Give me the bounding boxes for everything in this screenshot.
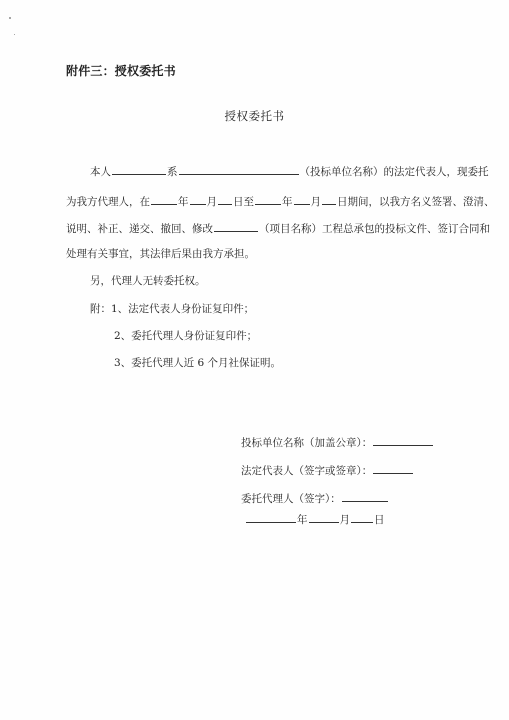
blank-start-month: [190, 193, 206, 205]
signature-legal-rep: [241, 462, 414, 478]
blank-name: [112, 163, 166, 175]
text-month: 月: [310, 196, 321, 208]
attachment-item-3: [114, 356, 281, 370]
blank-end-day: [322, 193, 336, 205]
body-line-5: [90, 274, 206, 288]
attachment-item-2-text: 2、委托代理人身份证复印件；: [114, 330, 258, 342]
document-title: 授权委托书: [224, 109, 285, 123]
text-period-clause: 日期间，以我方名义签署、澄清、: [337, 196, 495, 208]
blank-sign-year: [246, 511, 296, 523]
blank-position: [179, 163, 299, 175]
attachment-item-3-text: 3、委托代理人近 6 个月社保证明。: [114, 357, 282, 369]
blank-legal-rep-sign: [373, 462, 413, 474]
blank-end-month: [294, 193, 310, 205]
text-day-to: 日至: [233, 196, 254, 208]
blank-start-day: [218, 193, 232, 205]
text-project-clause: （项目名称）工程总承包的投标文件、签订合同和: [259, 223, 490, 235]
scan-speck: [9, 17, 11, 19]
text-rep-clause: （投标单位名称）的法定代表人，现委托: [299, 166, 489, 178]
text-legal-consequence: 处理有关事宜，其法律后果由我方承担。: [66, 248, 255, 260]
blank-sign-day: [351, 511, 373, 523]
body-line-4: [66, 247, 255, 261]
blank-sign-month: [309, 511, 339, 523]
text-day: 日: [374, 514, 385, 526]
text-xi: 系: [167, 166, 178, 178]
signature-agent-label: 委托代理人（签字）：: [241, 493, 341, 505]
blank-agent-sign: [342, 490, 388, 502]
signature-legal-rep-label: 法定代表人（签字或签章）：: [241, 465, 373, 477]
body-line-1: [90, 163, 489, 179]
blank-project-name: [214, 220, 258, 232]
text-no-subdelegation: 另，代理人无转委托权。: [90, 275, 206, 287]
body-line-2: [66, 193, 495, 209]
signature-bidder-label: 投标单位名称（加盖公章）：: [241, 437, 373, 449]
blank-bidder-seal: [373, 434, 433, 446]
blank-start-year: [151, 193, 177, 205]
attachment-item-2: [114, 329, 257, 343]
text-appoint: 为我方代理人，在: [66, 196, 150, 208]
attachment-item-1: [90, 302, 254, 316]
text-year: 年: [282, 196, 293, 208]
text-year: 年: [178, 196, 189, 208]
text-month: 月: [206, 196, 217, 208]
signature-date: [245, 511, 385, 527]
body-line-3: [66, 220, 490, 236]
text-month: 月: [339, 514, 350, 526]
scan-speck: [14, 34, 15, 35]
blank-end-year: [255, 193, 281, 205]
attachment-heading: 附件三：授权委托书: [66, 64, 176, 78]
signature-bidder: [241, 434, 434, 450]
text-actions: 说明、补正、递交、撤回、修改: [66, 223, 213, 235]
text-year: 年: [297, 514, 308, 526]
signature-agent: [241, 490, 389, 506]
attachment-item-1-text: 附：1、法定代表人身份证复印件；: [90, 303, 255, 315]
text-principal: 本人: [90, 166, 111, 178]
